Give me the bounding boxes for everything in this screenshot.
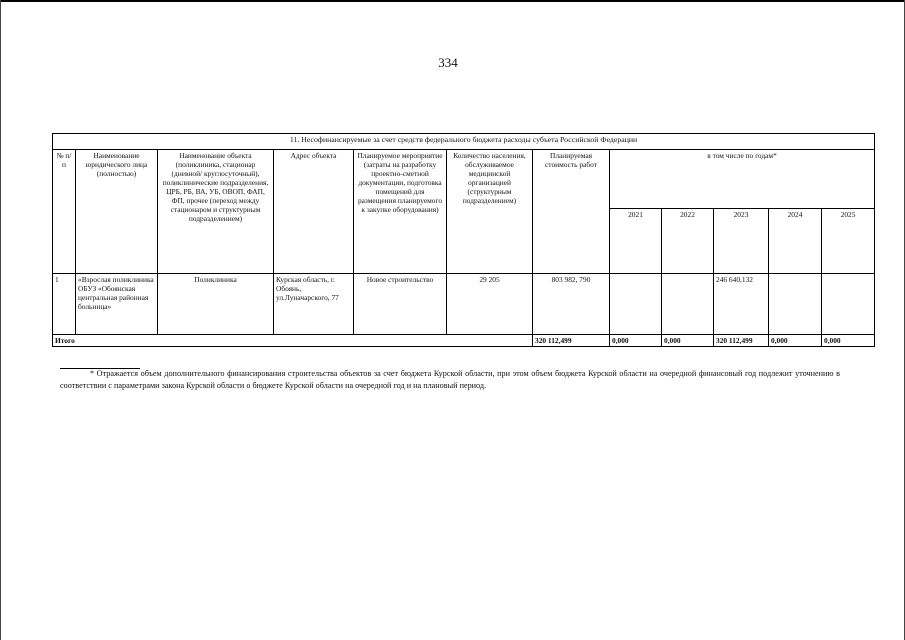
- table-row: [53, 274, 875, 335]
- cell-num: 1: [53, 274, 76, 335]
- table-header-row: [53, 150, 875, 209]
- cell-object-name: Поликлиника: [158, 274, 274, 335]
- total-2021: 0,000: [610, 335, 662, 347]
- header-years-group: в том числе по годам*: [610, 150, 875, 209]
- cell-2022: [662, 274, 714, 335]
- page-top-border: [0, 0, 905, 2]
- header-year-2021: 2021: [610, 209, 662, 274]
- cell-cost: 803 982, 790: [533, 274, 610, 335]
- total-2025: 0,000: [822, 335, 875, 347]
- header-cost: Планируемая стоимость работ: [533, 150, 610, 274]
- header-year-2024: 2024: [769, 209, 822, 274]
- header-population: Количество населения, обслуживаемое медицинской организацией (структурным подразделением): [447, 150, 533, 274]
- cell-address: Курская область, г. Обоянь, ул.Луначарского, 77: [274, 274, 354, 335]
- footnote-text: * Отражается объем дополнительного финансирования строительства объектов за счет бюджета Курской области, при этом объем бюджета Курской области на очередной финансовый год подлежит уточнению в соответствии с параметрами закона Курской области о бюджете Курской области на очередной год и на плановый период.: [60, 369, 840, 391]
- budget-table: [52, 133, 875, 347]
- total-label: Итого: [53, 335, 533, 347]
- cell-2025: [822, 274, 875, 335]
- table-section-title: 11. Несофинансируемые за счет средств федерального бюджета расходы субъета Российской Федерации: [53, 134, 875, 150]
- cell-2024: [769, 274, 822, 335]
- total-2022: 0,000: [662, 335, 714, 347]
- table-total-row: [53, 335, 875, 347]
- header-num: № п/п: [53, 150, 76, 274]
- header-year-2025: 2025: [822, 209, 875, 274]
- header-year-2022: 2022: [662, 209, 714, 274]
- header-address: Адрес объекта: [274, 150, 354, 274]
- page-left-border: [0, 0, 1, 640]
- header-activity: Планируемое мероприятие (затраты на разработку проектно-сметной документации, подготовка помещений для размещения планируемого к закупке оборудования): [354, 150, 447, 274]
- header-object-name: Наименование объекта (поликлиника, стационар (дневной/ круглосуточный), поликлинические подразделения, ЦРБ, РБ, ВА, УБ, ОВОП, ФАП, ФП, прочее (переход между стационаром и структурным подразделением): [158, 150, 274, 274]
- total-2023: 320 112,499: [714, 335, 769, 347]
- header-year-2023: 2023: [714, 209, 769, 274]
- cell-legal-name: «Взрослая поликлиника ОБУЗ «Обоянская центральная районная больница»: [76, 274, 158, 335]
- cell-activity: Новое строительство: [354, 274, 447, 335]
- cell-2023: 246 640,132: [714, 274, 769, 335]
- page-number: 334: [438, 55, 458, 70]
- cell-2021: [610, 274, 662, 335]
- total-cost: 320 112,499: [533, 335, 610, 347]
- header-legal-name: Наименование юридического лица (полностью): [76, 150, 158, 274]
- total-2024: 0,000: [769, 335, 822, 347]
- cell-population: 29 205: [447, 274, 533, 335]
